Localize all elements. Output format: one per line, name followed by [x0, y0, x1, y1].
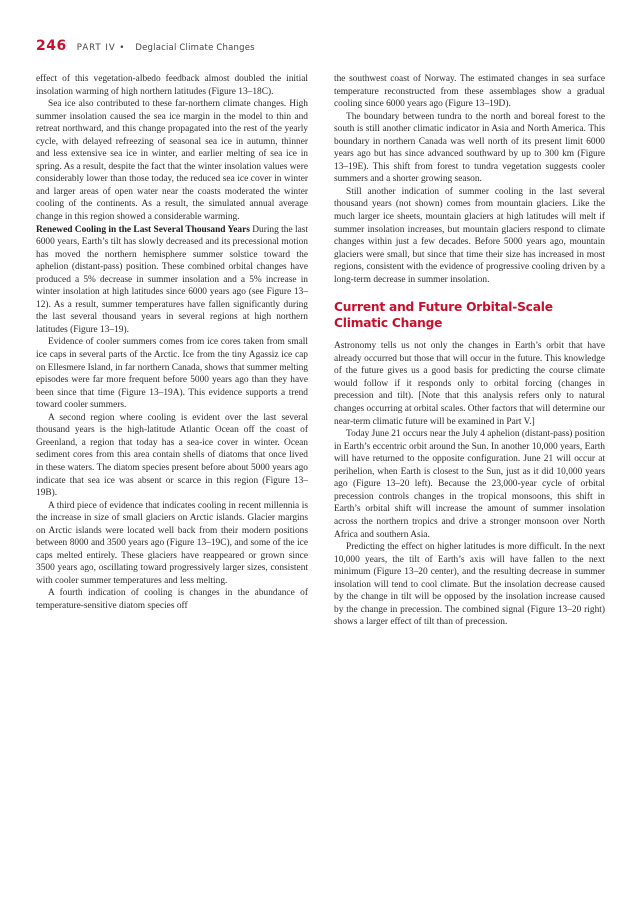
right-column	[334, 73, 605, 629]
page-number: 246	[36, 38, 67, 54]
part-number: PART IV	[76, 43, 116, 53]
paragraph: the southwest coast of Norway. The estimated changes in sea surface temperature reconstructed from these assemblages show a gradual cooling since 6000 years ago (Figure 13–19D).	[334, 74, 605, 110]
paragraph: A third piece of evidence that indicates cooling in recent millennia is the increase in size of small glaciers on Arctic islands. Glacier margins on Arctic islands were located well back from their modern positions between 8000 and 3500 years ago (Figure 13–19C), and some of the ice caps melted entirely. These glaciers have reappeared or grown since 3500 years ago, oscillating toward progressively larger sizes, consistent with cooler summer temperatures and less melting.	[36, 500, 308, 586]
paragraph: Sea ice also contributed to these far-northern climate changes. High summer insolation caused the sea ice margin in the model to thin and retreat northward, and this change propagated into the rest of the yearly cycle, with delayed refreezing of seasonal sea ice in autumn, thinner and less extensive sea ice in winter, and earlier melting of sea ice in spring. As a result, despite the fact that the winter insolation values were considerably lower than those today, the reduced sea ice cover in winter and larger areas of open water near the coasts moderated the winter cooling of the continents. As a result, the simulated annual average change in this region showed a considerable warming.	[36, 99, 308, 223]
paragraph: Predicting the effect on higher latitudes is more difficult. In the next 10,000 years, the tilt of Earth’s axis will have fallen to the next minimum (Figure 13–20 center), and the resulting decrease in summer insolation will tend to cool climate. But the insolation decrease caused by the change in tilt will be opposed by the insolation increase caused by the change in precession. The combined signal (Figure 13–20 right) shows a larger effect of tilt than of precession.	[334, 542, 605, 628]
paragraph: Evidence of cooler summers comes from ice cores taken from small ice caps in several parts of the Arctic. Ice from the tiny Agassiz ice cap on Ellesmere Island, in far northern Canada, shows that summer melting episodes were far more frequent before 5000 years ago than they have been since that time (Figure 13–19A). This evidence supports a trend toward cooler summers.	[36, 337, 308, 411]
paragraph: A second region where cooling is evident over the last several thousand years is the high-latitude Atlantic Ocean off the coast of Greenland, a region that today has a sea-ice cover in winter. Ocean sediment cores from this area contain shells of diatoms that once lived in these waters. The diatom species present before about 5000 years ago indicate that sea ice was absent or scarce in this region (Figure 13–19B).	[36, 412, 308, 499]
left-column	[36, 73, 308, 613]
section-heading-line: Climatic Change	[334, 316, 443, 331]
paragraph: A fourth indication of cooling is changes in the abundance of temperature-sensitive diatom species off	[36, 588, 308, 611]
paragraph: Still another indication of summer cooling in the last several thousand years (not shown) comes from mountain glaciers. Like the much larger ice sheets, mountain glaciers at high latitudes will melt if summer insolation increases, but mountain glaciers respond to climate changes within just a few decades. Before 5000 years ago, mountain glaciers were small, but since that time their size has increased in most regions, consistent with the evidence of progressive cooling driven by a long-term decrease in summer insolation.	[334, 186, 605, 285]
page-header	[36, 38, 604, 54]
header-separator: •	[119, 43, 126, 53]
paragraph-with-runin-heading	[36, 224, 308, 337]
paragraph: The boundary between tundra to the north and boreal forest to the south is still another climatic indicator in Asia and North America. This boundary in northern Canada was well north of its present limit 6000 years ago but has since advanced southward by up to 300 km (Figure 13–19E). This shift from forest to tundra vegetation suggests cooler summers and a shorter growing season.	[334, 111, 605, 185]
paragraph-text: During the last 6000 years, Earth’s tilt has slowly decreased and its precessional motion has moved the northern hemisphere summer solstice toward the aphelion (distant-pass) position. These combined orbital changes have produced a 5% decrease in summer insolation and a 5% increase in winter insolation at high latitudes since 6000 years ago (see Figure 13–12). As a result, summer temperatures have fallen significantly during the last several thousand years in several regions at high northern latitudes (Figure 13–19).	[36, 224, 308, 335]
part-label	[77, 43, 126, 53]
paragraph: Astronomy tells us not only the changes in Earth’s orbit that have already occurred but those that will occur in the future. This knowledge of the future gives us a good basis for predicting the course climate would follow if it responds only to orbital forcing (changes in precession and tilt). [Note that this analysis refers only to natural changes occurring at orbital scales. Other factors that will determine our near-term climatic future will be examined in Part V.]	[334, 341, 605, 427]
section-heading	[334, 299, 605, 331]
paragraph: effect of this vegetation-albedo feedback almost doubled the initial insolation warming of high northern latitudes (Figure 13–18C).	[36, 74, 308, 97]
paragraph: Today June 21 occurs near the July 4 aphelion (distant-pass) position in Earth’s eccentric orbit around the Sun. In another 10,000 years, Earth will have returned to the opposite configuration. June 21 will occur at perihelion, when Earth is closest to the Sun, just as it did 10,000 years ago (Figure 13–20 left). Because the 23,000-year cycle of orbital precession controls changes in the tropical monsoons, this shift in Earth’s orbital shift will increase the amount of summer insolation across the northern tropics and drive a stronger monsoon over North Africa and southern Asia.	[334, 429, 605, 540]
section-heading-line: Current and Future Orbital-Scale	[334, 300, 553, 315]
runin-heading: Renewed Cooling in the Last Several Thousand Years	[36, 224, 250, 235]
part-title: Deglacial Climate Changes	[135, 43, 255, 53]
